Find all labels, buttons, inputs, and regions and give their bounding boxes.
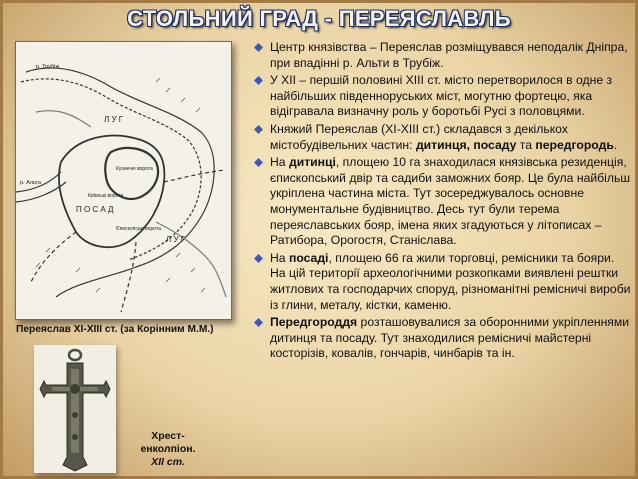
diamond-bullet-icon: [254, 318, 263, 327]
diamond-bullet-icon: [254, 158, 263, 167]
bullet-text: , площею 66 га жили торговці, ремісники та бояри. На цій території археологічними розкопками виявлені рештки житлових та господарчих споруд, різноманітні ремісничі вироби із глини, металу, кістки, каменю.: [270, 250, 631, 312]
diamond-bullet-icon: [254, 43, 263, 52]
label-posad: П О С А Д: [76, 205, 114, 214]
bullet-text: На: [270, 155, 289, 170]
bullet-bold-term: Передгороддя: [270, 315, 358, 330]
cross-caption-line2: енколпіон.: [140, 443, 196, 455]
river-trubizh: [26, 68, 214, 297]
bullet-item: [250, 315, 632, 362]
map-drawing: [16, 42, 231, 319]
road-2: [164, 170, 226, 182]
label-river-alta: р. Альта: [20, 180, 41, 186]
label-river-trubizh: р. Трубіж: [36, 64, 60, 70]
cross-caption-line3: XII ст.: [151, 456, 185, 468]
map-caption: Переяслав XI-XIII ст. (за Корінним М.М.): [16, 324, 214, 335]
city-map: [15, 41, 232, 320]
river-trubizh-bank: [21, 79, 201, 260]
cross-caption-line1: Хрест-: [151, 430, 185, 442]
bullet-item: [250, 40, 632, 71]
bullet-item: [250, 155, 632, 249]
bullet-bold-term: передгородь: [535, 137, 614, 152]
bullet-text: Центр князівства – Переяслав розміщувався неподалік Дніпра, при впадінні р. Альти в Трубіж.: [270, 40, 628, 70]
contour-line: [156, 222, 226, 297]
bullet-text: .: [613, 137, 618, 152]
bullet-text: та: [516, 137, 536, 152]
label-lug-north: Л У Г: [104, 115, 124, 124]
bullet-text: Княжий Переяслав (XI-XIII ст.) складався з декількох містобудівельних частин:: [270, 121, 568, 152]
slide-title: СТОЛЬНИЙ ГРАД - ПЕРЕЯСЛАВЛЬ: [127, 6, 511, 31]
cross-caption: [130, 430, 206, 469]
road-3: [31, 232, 76, 282]
bullet-bold-term: дитинця,: [415, 137, 470, 152]
label-kyiv-gate: Київські ворота: [88, 193, 124, 199]
bullet-item: [250, 251, 632, 313]
bullet-bold-term: посаді: [288, 250, 329, 265]
bullet-text: розташовувалися за оборонними укріпленнями дитинця та посаду. Тут знаходилися ремісничі майстерні косторізів, ковалів, гончарів, чинбарів та ін.: [270, 315, 630, 361]
bullet-text: На: [270, 250, 289, 265]
dytynets-wall: [105, 148, 158, 199]
diamond-bullet-icon: [254, 254, 263, 263]
contour-line-2: [36, 111, 91, 127]
diamond-bullet-icon: [254, 76, 263, 85]
diamond-bullet-icon: [254, 125, 263, 134]
cross-icon: [34, 345, 116, 473]
label-episcopal-gate: Єпископські ворота: [116, 226, 161, 232]
bullet-bold-term: дитинці: [288, 155, 336, 170]
bullet-list: [250, 40, 632, 364]
bullet-text: У XII – першій половині XIII ст. місто перетворилося в одне з найбільших південноруських міст, могутню фортецю, яка відігравала визначну роль у боротьбі Русі з половцями.: [270, 73, 613, 119]
bullet-bold-term: посаду: [473, 137, 517, 152]
bullet-item: [250, 122, 632, 153]
label-lug-south: Л У Г: [166, 235, 186, 244]
road-1: [121, 242, 136, 312]
bullet-item: [250, 73, 632, 120]
label-kuzma-gate: Кузнечні ворота: [116, 166, 153, 172]
cross-photo: [34, 345, 116, 473]
bullet-text: , площею 10 га знаходилася князівська резиденція, єпископський двір та садиби заможних бояр. Це була найбільш укріплена частина міста. Тут зосереджувалось основне монументальне будівництво. Десь тут були терема переяславських бояр, імена яких згадуються у літописах – Ратибора, Орогостя, Станіслава.: [270, 155, 631, 248]
